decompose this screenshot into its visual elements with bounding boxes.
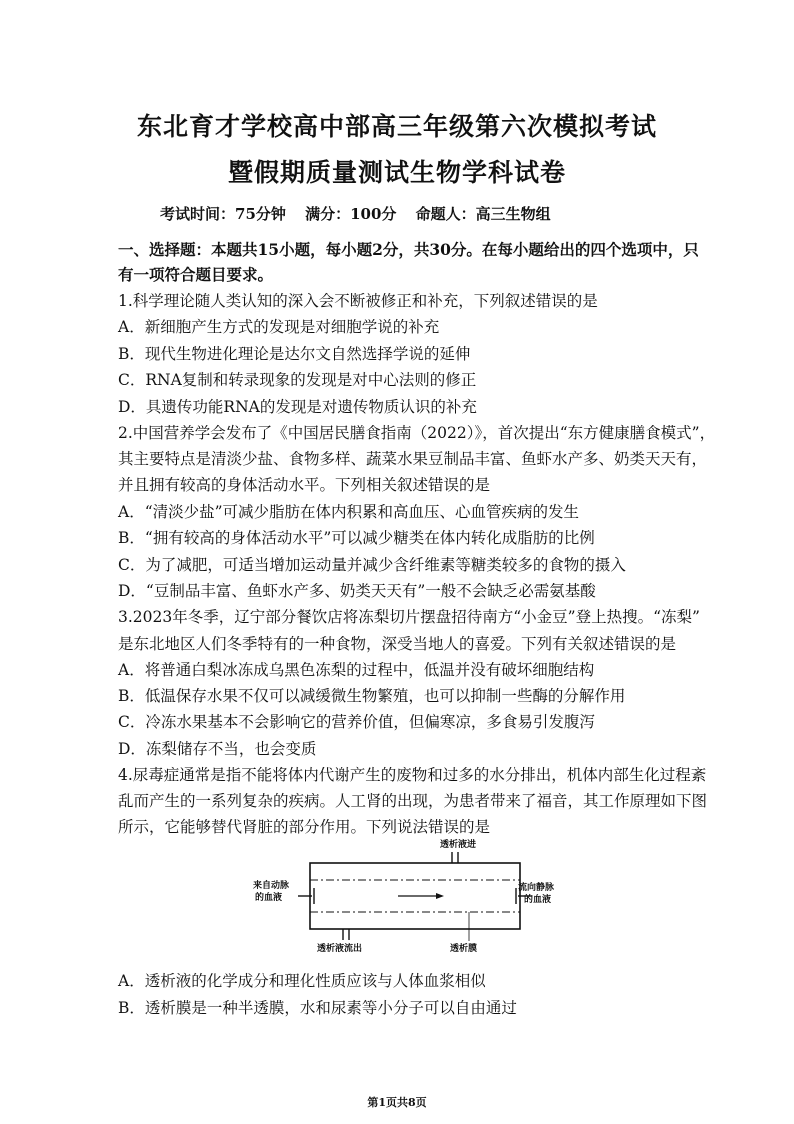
exam-title-line1: 东北育才学校高中部高三年级第六次模拟考试 [136,112,657,141]
label-to-vein-line1: 流向静脉 [518,883,555,893]
label-from-artery-line1: 来自动脉 [253,881,290,891]
label-dialysate-out: 透析液流出 [317,944,363,954]
question-2-option-b: B．“拥有较高的身体活动水平”可以减少糖类在体内转化成脂肪的比例 [118,529,595,547]
exam-meta [160,203,565,224]
question-setter: 命题人：高三生物组 [415,205,551,223]
question-2-option-d: D．“豆制品丰富、鱼虾水产多、奶类天天有”一般不会缺乏必需氨基酸 [118,582,596,600]
question-2-stem-line2: 其主要特点是清淡少盐、食物多样、蔬菜水果豆制品丰富、鱼虾水产多、奶类天天有， [118,450,708,468]
exam-time: 考试时间：75分钟 [160,205,286,223]
label-dialysate-in: 透析液进 [440,840,477,850]
question-4-stem-line1: 4.尿毒症通常是指不能将体内代谢产生的废物和过多的水分排出，机体内部生化过程紊 [118,766,707,784]
blood-flow-arrowhead [436,893,444,899]
question-3-option-d: D．冻梨储存不当，也会变质 [118,740,317,758]
question-4-stem-line2: 乱而产生的一系列复杂的疾病。人工肾的出现，为患者带来了福音，其工作原理如下图 [118,792,708,810]
question-3-stem-line1: 3.2023年冬季，辽宁部分餐饮店将冻梨切片摆盘招待南方“小金豆”登上热搜。“冻梨” [118,608,700,626]
question-2-stem-line1: 2.中国营养学会发布了《中国居民膳食指南（2022）》，首次提出“东方健康膳食模式”， [118,424,716,442]
question-3-option-c: C．冷冻水果基本不会影响它的营养价值，但偏寒凉，多食易引发腹泻 [118,713,595,731]
label-dialysis-membrane: 透析膜 [450,944,478,954]
question-2-option-a: A．“清淡少盐”可减少脂肪在体内积累和高血压、心血管疾病的发生 [118,503,580,521]
exam-title-line2: 暨假期质量测试生物学科试卷 [227,158,566,187]
page-number: 第1页共8页 [367,1096,427,1109]
question-3-option-b: B．低温保存水果不仅可以减缓微生物繁殖，也可以抑制一些酶的分解作用 [118,687,626,705]
artificial-kidney-diagram [250,838,555,960]
question-1-option-c: C．RNA复制和转录现象的发现是对中心法则的修正 [118,371,477,389]
full-score: 满分：100分 [305,205,397,223]
artificial-kidney-svg [250,838,550,960]
question-1-option-a: A．新细胞产生方式的发现是对细胞学说的补充 [118,318,440,336]
question-1-stem: 1.科学理论随人类认知的深入会不断被修正和补充，下列叙述错误的是 [118,292,598,310]
label-from-artery-line2: 的血液 [255,893,283,903]
question-3-stem-line2: 是东北地区人们冬季特有的一种食物，深受当地人的喜爱。下列有关叙述错误的是 [118,635,677,653]
section-instruction-line1: 一、选择题：本题共15小题，每小题2分，共30分。在每小题给出的四个选项中，只 [118,240,699,259]
question-3-option-a: A．将普通白梨冰冻成乌黑色冻梨的过程中，低温并没有破坏细胞结构 [118,661,595,679]
question-4-option-b: B．透析膜是一种半透膜，水和尿素等小分子可以自由通过 [118,999,517,1017]
question-1-option-b: B．现代生物进化理论是达尔文自然选择学说的延伸 [118,345,471,363]
question-2-option-c: C．为了减肥，可适当增加运动量并减少含纤维素等糖类较多的食物的摄入 [118,556,626,574]
label-to-vein-line2: 的血液 [524,895,552,905]
question-2-stem-line3: 并且拥有较高的身体活动水平。下列相关叙述错误的是 [118,476,491,494]
question-1-option-d: D．具遗传功能RNA的发现是对遗传物质认识的补充 [118,398,477,416]
section-instruction-line2: 有一项符合题目要求。 [118,265,274,284]
question-4-option-a: A．透析液的化学成分和理化性质应该与人体血浆相似 [118,972,486,990]
question-4-stem-line3: 所示，它能够替代肾脏的部分作用。下列说法错误的是 [118,818,491,836]
